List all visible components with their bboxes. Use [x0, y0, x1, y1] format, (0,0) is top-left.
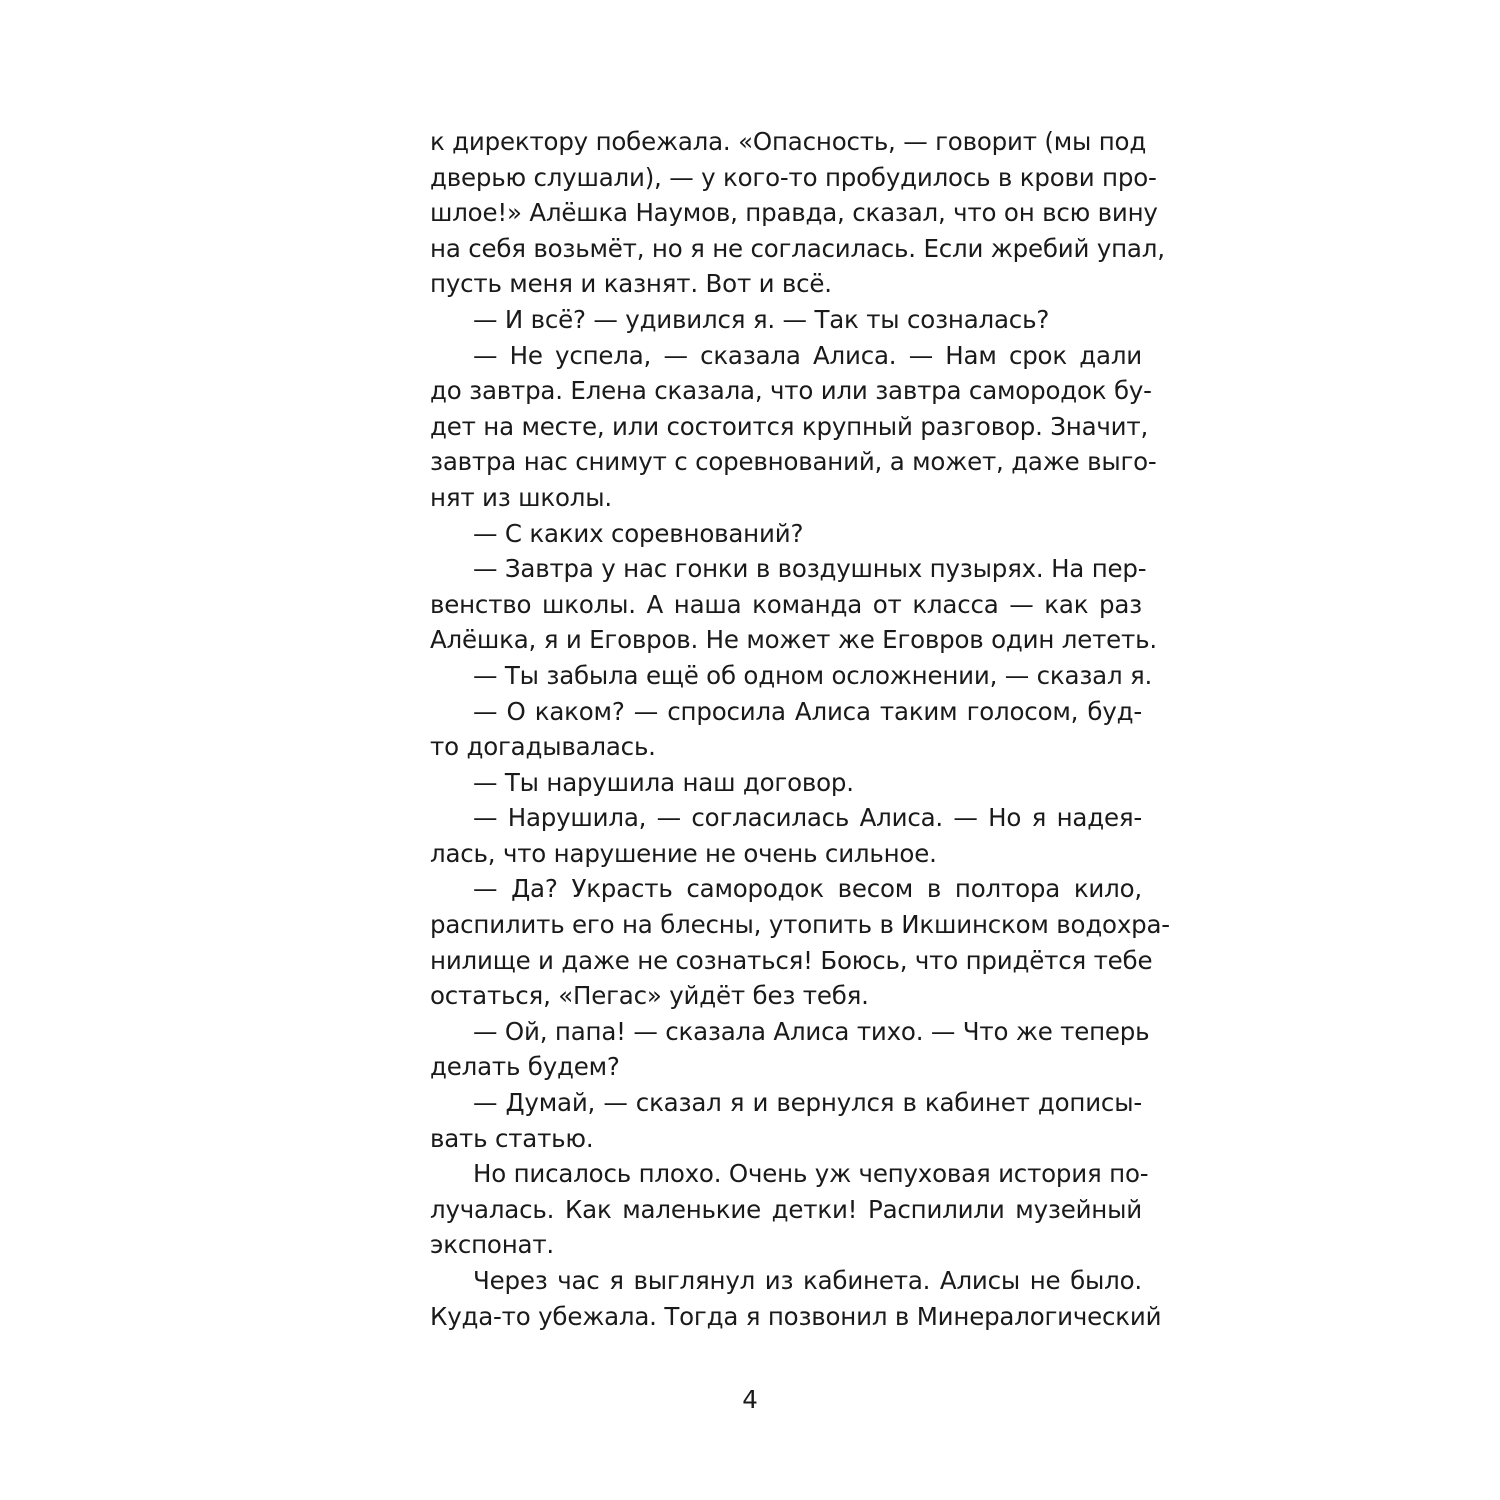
text-line: — Нарушила, — согласилась Алиса. — Но я надея-	[473, 803, 1142, 833]
text-line: Через час я выглянул из кабинета. Алисы не было.	[473, 1266, 1142, 1295]
text-line: — И всё? — удивился я. — Так ты созналась?	[473, 304, 1050, 334]
text-line: — О каком? — спросила Алиса таким голосом, буд-	[473, 696, 1142, 726]
text-line: — Ты забыла ещё об одном осложнении, — сказал я.	[473, 660, 1153, 690]
text-line: нилище и даже не сознаться! Боюсь, что придётся тебе	[430, 945, 1153, 975]
text-line: Куда-то убежала. Тогда я позвонил в Минералогический	[430, 1301, 1162, 1331]
text-line: делать будем?	[430, 1052, 620, 1082]
text-line: на себя возьмёт, но я не согласилась. Если жребий упал,	[430, 233, 1165, 263]
text-line: — Да? Украсть самородок весом в полтора кило,	[473, 874, 1142, 904]
text-line: лучалась. Как маленькие детки! Распилили музейный	[430, 1194, 1142, 1224]
text-line: дверью слушали), — у кого-то пробудилось в крови про-	[430, 162, 1157, 192]
text-line: дет на месте, или состоится крупный разговор. Значит,	[430, 411, 1149, 441]
text-line: — С каких соревнований?	[473, 518, 804, 548]
text-line: — Ты нарушила наш договор.	[473, 767, 854, 797]
text-line: — Завтра у нас гонки в воздушных пузырях. На пер-	[473, 554, 1147, 584]
text-line: — Думай, — сказал я и вернулся в кабинет дописы-	[473, 1088, 1142, 1118]
text-line: — Не успела, — сказала Алиса. — Нам срок дали	[473, 340, 1142, 370]
text-line: то догадывалась.	[430, 732, 656, 762]
text-line: пусть меня и казнят. Вот и всё.	[430, 269, 832, 299]
text-line: — Ой, папа! — сказала Алиса тихо. — Что же теперь	[473, 1016, 1150, 1046]
body-text	[430, 124, 1170, 1334]
text-line: нят из школы.	[430, 482, 612, 512]
page-number: 4	[742, 1385, 758, 1414]
text-line: остаться, «Пегас» уйдёт без тебя.	[430, 981, 869, 1011]
text-line: к директору побежала. «Опасность, — говорит (мы под	[430, 127, 1147, 156]
text-line: экспонат.	[430, 1230, 555, 1260]
text-line: распилить его на блесны, утопить в Икшинском водохра-	[430, 910, 1170, 940]
text-line: завтра нас снимут с соревнований, а может, даже выго-	[430, 447, 1157, 477]
text-line: Алёшка, я и Еговров. Не может же Еговров один лететь.	[430, 625, 1157, 655]
text-line: венство школы. А наша команда от класса — как раз	[430, 589, 1142, 619]
text-line: Но писалось плохо. Очень уж чепуховая история по-	[473, 1159, 1149, 1189]
text-line: вать статью.	[430, 1123, 594, 1153]
text-line: до завтра. Елена сказала, что или завтра самородок бу-	[430, 376, 1152, 406]
text-line: шлое!» Алёшка Наумов, правда, сказал, что он всю вину	[430, 198, 1158, 228]
text-line: лась, что нарушение не очень сильное.	[430, 838, 937, 868]
